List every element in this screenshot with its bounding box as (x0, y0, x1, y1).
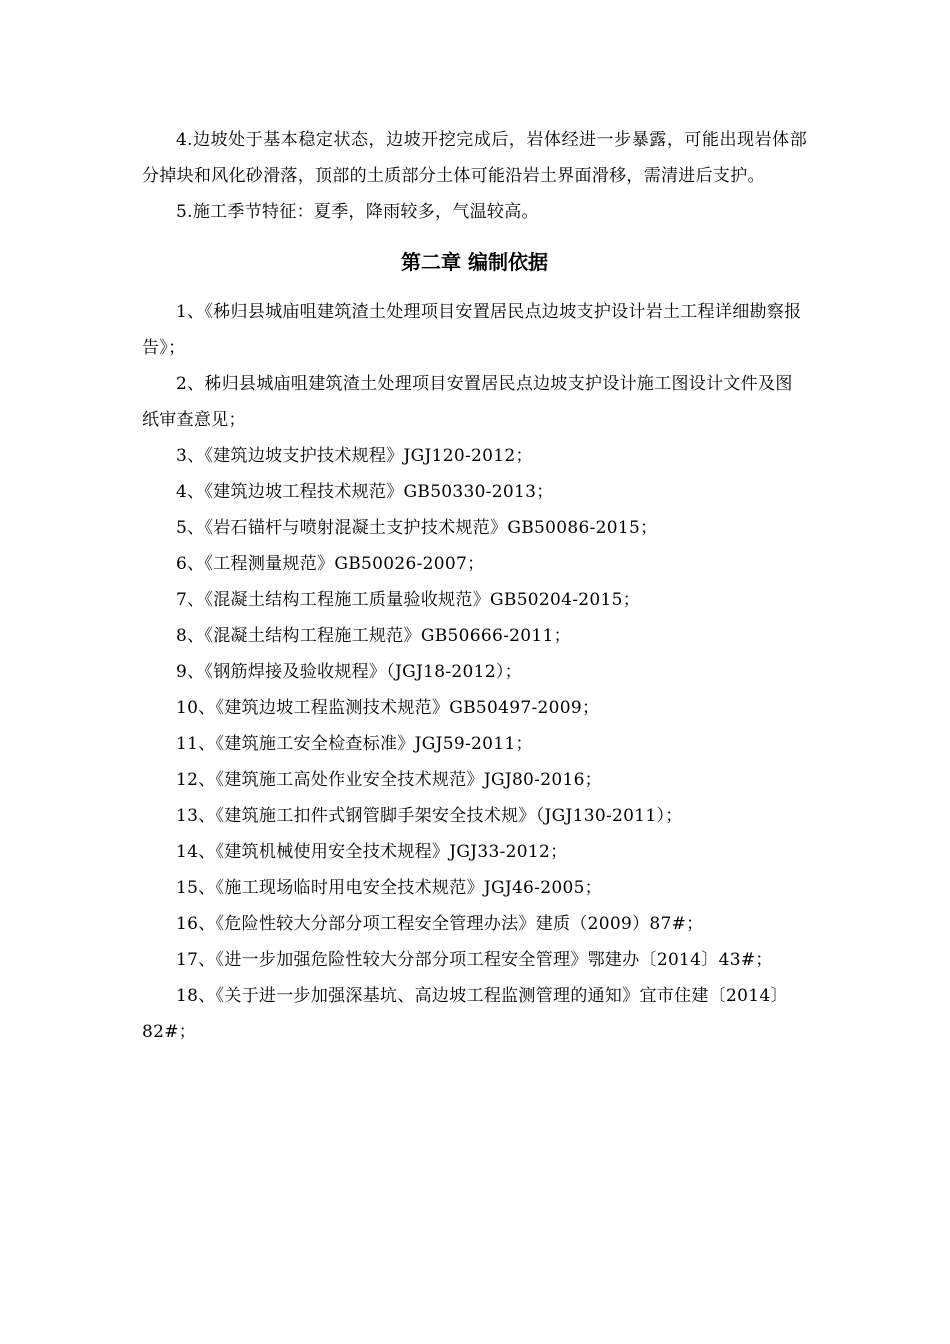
reference-item: 3、《建筑边坡支护技术规程》JGJ120-2012； (176, 446, 533, 466)
reference-item: 5、《岩石锚杆与喷射混凝土支护技术规范》GB50086-2015； (176, 518, 658, 538)
reference-item: 4、《建筑边坡工程技术规范》GB50330-2013； (176, 482, 554, 502)
document-body (142, 122, 807, 1050)
reference-item: 8、《混凝土结构工程施工规范》GB50666-2011； (176, 626, 571, 646)
reference-item: 7、《混凝土结构工程施工质量验收规范》GB50204-2015； (176, 590, 641, 610)
reference-item: 11、《建筑施工安全检查标准》JGJ59-2011； (176, 734, 533, 754)
reference-item: 10、《建筑边坡工程监测技术规范》GB50497-2009； (176, 698, 600, 718)
reference-item: 6、《工程测量规范》GB50026-2007； (176, 554, 485, 574)
reference-item: 13、《建筑施工扣件式钢管脚手架安全技术规》（JGJ130-2011）； (176, 806, 683, 826)
reference-item: 12、《建筑施工高处作业安全技术规范》JGJ80-2016； (176, 770, 602, 790)
reference-item: 15、《施工现场临时用电安全技术规范》JGJ46-2005； (176, 878, 602, 898)
reference-item: 2、秭归县城庙咀建筑渣土处理项目安置居民点边坡支护设计施工图设计文件及图纸审查意见； (142, 374, 793, 430)
paragraph-season: 5.施工季节特征：夏季，降雨较多，气温较高。 (176, 202, 539, 222)
reference-item: 16、《危险性较大分部分项工程安全管理办法》建质（2009）87#； (176, 914, 704, 934)
reference-item: 14、《建筑机械使用安全技术规程》JGJ33-2012； (176, 842, 568, 862)
reference-item: 17、《进一步加强危险性较大分部分项工程安全管理》鄂建办〔2014〕43#； (176, 950, 773, 970)
paragraph-slope-stability: 4.边坡处于基本稳定状态，边坡开挖完成后，岩体经进一步暴露，可能出现岩体部分掉块和风化砂滑落，顶部的土质部分土体可能沿岩土界面滑移，需清进后支护。 (142, 130, 807, 186)
reference-item: 18、《关于进一步加强深基坑、高边坡工程监测管理的通知》宜市住建〔2014〕82#； (142, 986, 788, 1042)
reference-item: 1、《秭归县城庙咀建筑渣土处理项目安置居民点边坡支护设计岩土工程详细勘察报告》； (142, 302, 802, 358)
reference-item: 9、《钢筋焊接及验收规程》（JGJ18-2012）； (176, 662, 522, 682)
chapter-title: 第二章 编制依据 (401, 250, 548, 274)
reference-list (142, 294, 807, 1050)
